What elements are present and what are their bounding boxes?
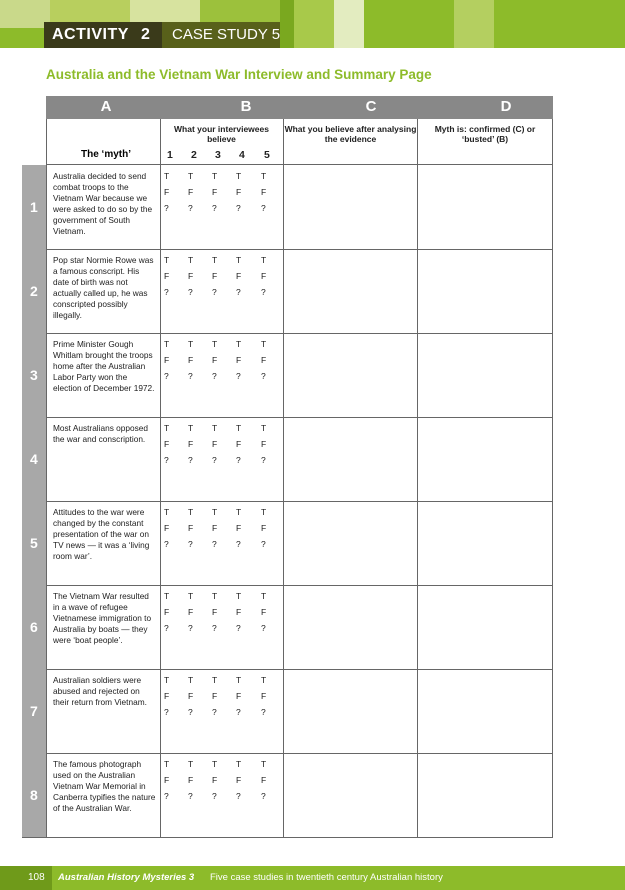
answer-option-1[interactable]: F <box>164 607 170 617</box>
answer-option-5[interactable]: T <box>261 423 267 433</box>
answer-option-4[interactable]: T <box>236 675 242 685</box>
answer-option-5[interactable]: T <box>261 591 267 601</box>
answer-option-5[interactable]: F <box>261 355 267 365</box>
answer-option-1[interactable]: T <box>164 171 170 181</box>
answer-option-2[interactable]: ? <box>188 623 193 633</box>
verdict-answer-cell[interactable] <box>418 249 553 333</box>
belief-answer-cell[interactable] <box>284 753 418 837</box>
row-number: 4 <box>22 417 46 501</box>
answer-option-1[interactable]: T <box>164 255 170 265</box>
answer-option-4[interactable]: T <box>236 171 242 181</box>
answer-option-2[interactable]: T <box>188 759 194 769</box>
answer-option-2[interactable]: ? <box>188 203 193 213</box>
answer-option-1[interactable]: T <box>164 675 170 685</box>
answer-option-5[interactable]: F <box>261 607 267 617</box>
answer-option-3[interactable]: T <box>212 675 218 685</box>
answer-option-3[interactable]: T <box>212 171 218 181</box>
row-number: 7 <box>22 669 46 753</box>
table-row <box>22 249 553 334</box>
myth-cell: The famous photograph used on the Australian Vietnam War Memorial in Canberra typifies the nature of the Australian War. <box>46 753 161 837</box>
answer-option-1[interactable]: F <box>164 523 170 533</box>
answer-option-1[interactable]: T <box>164 759 170 769</box>
answer-option-5[interactable]: F <box>261 271 267 281</box>
interviewees-column-header: What your interviewees believe 1 2 3 4 5 <box>160 119 284 164</box>
answer-option-4[interactable]: ? <box>236 203 241 213</box>
answer-option-2[interactable]: T <box>188 423 194 433</box>
answer-option-2[interactable]: F <box>188 271 194 281</box>
answer-option-5[interactable]: T <box>261 255 267 265</box>
answer-option-5[interactable]: T <box>261 759 267 769</box>
page-number: 108 <box>28 872 45 883</box>
answer-option-4[interactable]: F <box>236 523 242 533</box>
answer-option-3[interactable]: F <box>212 271 218 281</box>
page-footer <box>0 866 625 890</box>
answer-option-1[interactable]: ? <box>164 455 169 465</box>
myth-cell: Prime Minister Gough Whitlam brought the troops home after the Australian Labor Party won the election of December 1972. <box>46 333 161 417</box>
answer-option-3[interactable]: ? <box>212 203 217 213</box>
answer-option-5[interactable]: ? <box>261 371 266 381</box>
answer-option-5[interactable]: T <box>261 171 267 181</box>
row-number: 3 <box>22 333 46 417</box>
answer-option-3[interactable]: ? <box>212 539 217 549</box>
interviewee-answers-cell <box>160 753 284 837</box>
answer-option-4[interactable]: F <box>236 439 242 449</box>
interviewee-answers-cell <box>160 585 284 669</box>
verdict-answer-cell[interactable] <box>418 585 553 669</box>
answer-option-2[interactable]: ? <box>188 287 193 297</box>
answer-option-1[interactable]: ? <box>164 707 169 717</box>
answer-option-1[interactable]: T <box>164 339 170 349</box>
interviewee-answers-cell <box>160 669 284 753</box>
answer-option-2[interactable]: F <box>188 523 194 533</box>
answer-option-3[interactable]: T <box>212 423 218 433</box>
belief-column-header: What you believe after analysing the evidence <box>284 119 418 164</box>
answer-option-4[interactable]: T <box>236 339 242 349</box>
column-letter-bar <box>46 96 553 119</box>
answer-option-2[interactable]: F <box>188 439 194 449</box>
table-row <box>22 333 553 418</box>
answer-option-3[interactable]: T <box>212 255 218 265</box>
answer-option-3[interactable]: T <box>212 507 218 517</box>
answer-option-3[interactable]: F <box>212 691 218 701</box>
answer-option-4[interactable]: T <box>236 423 242 433</box>
page-header <box>0 0 625 48</box>
answer-option-2[interactable]: F <box>188 691 194 701</box>
answer-option-1[interactable]: T <box>164 423 170 433</box>
interviewee-answers-cell <box>160 333 284 417</box>
answer-option-1[interactable]: F <box>164 187 170 197</box>
answer-option-4[interactable]: ? <box>236 539 241 549</box>
answer-option-1[interactable]: F <box>164 439 170 449</box>
answer-option-1[interactable]: ? <box>164 539 169 549</box>
answer-option-4[interactable]: T <box>236 591 242 601</box>
row-number: 8 <box>22 753 46 837</box>
answer-option-4[interactable]: F <box>236 775 242 785</box>
column-letter-b: B <box>240 98 252 115</box>
answer-option-5[interactable]: F <box>261 523 267 533</box>
answer-option-2[interactable]: ? <box>188 791 193 801</box>
verdict-answer-cell[interactable] <box>418 669 553 753</box>
book-subtitle: Five case studies in twentieth century Australian history <box>210 872 443 883</box>
answer-option-5[interactable]: ? <box>261 791 266 801</box>
answer-option-5[interactable]: T <box>261 507 267 517</box>
answer-option-1[interactable]: ? <box>164 791 169 801</box>
table-row <box>22 165 553 250</box>
answer-option-3[interactable]: ? <box>212 371 217 381</box>
answer-option-5[interactable]: ? <box>261 287 266 297</box>
answer-option-5[interactable]: ? <box>261 539 266 549</box>
answer-option-1[interactable]: T <box>164 591 170 601</box>
answer-option-1[interactable]: F <box>164 271 170 281</box>
answer-option-2[interactable]: T <box>188 675 194 685</box>
answer-option-4[interactable]: T <box>236 507 242 517</box>
case-study-label: CASE STUDY 5 <box>172 26 281 43</box>
answer-option-1[interactable]: F <box>164 355 170 365</box>
belief-answer-cell[interactable] <box>284 669 418 753</box>
belief-answer-cell[interactable] <box>284 585 418 669</box>
answer-option-3[interactable]: F <box>212 523 218 533</box>
answer-option-3[interactable]: ? <box>212 623 217 633</box>
answer-option-3[interactable]: T <box>212 339 218 349</box>
myth-cell: The Vietnam War resulted in a wave of refugee Vietnamese immigration to Australia by boats — they were ‘boat people’. <box>46 585 161 669</box>
answer-option-2[interactable]: T <box>188 591 194 601</box>
interviewee-answers-cell <box>160 417 284 501</box>
answer-option-4[interactable]: F <box>236 607 242 617</box>
answer-option-5[interactable]: F <box>261 691 267 701</box>
answer-option-3[interactable]: ? <box>212 287 217 297</box>
answer-option-1[interactable]: F <box>164 775 170 785</box>
answer-option-3[interactable]: ? <box>212 791 217 801</box>
table-row <box>22 501 553 586</box>
answer-option-2[interactable]: T <box>188 171 194 181</box>
answer-option-4[interactable]: ? <box>236 707 241 717</box>
answer-option-5[interactable]: F <box>261 187 267 197</box>
answer-option-3[interactable]: F <box>212 355 218 365</box>
myth-cell: Australia decided to send combat troops to the Vietnam War because we were asked to do so by the government of South Vietnam. <box>46 165 161 249</box>
answer-option-3[interactable]: T <box>212 759 218 769</box>
verdict-answer-cell[interactable] <box>418 333 553 417</box>
answer-option-5[interactable]: F <box>261 775 267 785</box>
answer-option-1[interactable]: F <box>164 691 170 701</box>
answer-option-2[interactable]: ? <box>188 371 193 381</box>
belief-answer-cell[interactable] <box>284 165 418 249</box>
belief-answer-cell[interactable] <box>284 417 418 501</box>
answer-option-1[interactable]: ? <box>164 623 169 633</box>
verdict-answer-cell[interactable] <box>418 501 553 585</box>
answer-option-5[interactable]: ? <box>261 707 266 717</box>
interviewee-answers-cell <box>160 249 284 333</box>
myth-column-header: The ‘myth’ <box>46 119 161 164</box>
row-number: 2 <box>22 249 46 333</box>
answer-option-4[interactable]: F <box>236 355 242 365</box>
answer-option-4[interactable]: F <box>236 187 242 197</box>
answer-option-2[interactable]: T <box>188 339 194 349</box>
answer-option-4[interactable]: ? <box>236 371 241 381</box>
table-row <box>22 753 553 838</box>
answer-option-4[interactable]: ? <box>236 455 241 465</box>
answer-option-5[interactable]: T <box>261 675 267 685</box>
verdict-column-header: Myth is: confirmed (C) or ‘busted’ (B) <box>418 119 553 164</box>
answer-option-2[interactable]: F <box>188 775 194 785</box>
answer-option-2[interactable]: F <box>188 187 194 197</box>
answer-option-4[interactable]: ? <box>236 791 241 801</box>
answer-option-2[interactable]: F <box>188 607 194 617</box>
answer-option-5[interactable]: ? <box>261 623 266 633</box>
answer-option-3[interactable]: F <box>212 775 218 785</box>
answer-option-5[interactable]: ? <box>261 455 266 465</box>
verdict-answer-cell[interactable] <box>418 753 553 837</box>
answer-option-4[interactable]: ? <box>236 623 241 633</box>
interviewee-answers-cell <box>160 165 284 249</box>
answer-option-4[interactable]: T <box>236 255 242 265</box>
belief-answer-cell[interactable] <box>284 249 418 333</box>
answer-option-3[interactable]: ? <box>212 455 217 465</box>
table-row <box>22 585 553 670</box>
column-letter-d: D <box>500 98 512 115</box>
activity-label: ACTIVITY <box>52 26 129 43</box>
answer-option-2[interactable]: T <box>188 255 194 265</box>
answer-option-3[interactable]: ? <box>212 707 217 717</box>
column-letter-a: A <box>100 98 112 115</box>
answer-option-1[interactable]: T <box>164 507 170 517</box>
verdict-answer-cell[interactable] <box>418 165 553 249</box>
myth-cell: Attitudes to the war were changed by the constant presentation of the war on TV news — it was a ‘living room war’. <box>46 501 161 585</box>
verdict-answer-cell[interactable] <box>418 417 553 501</box>
activity-number: 2 <box>141 26 150 43</box>
answer-option-1[interactable]: ? <box>164 203 169 213</box>
answer-option-2[interactable]: ? <box>188 455 193 465</box>
myth-cell: Pop star Normie Rowe was a famous conscript. His date of birth was not actually called up, he was conscripted possibly illegally. <box>46 249 161 333</box>
answer-option-1[interactable]: ? <box>164 287 169 297</box>
answer-option-4[interactable]: ? <box>236 287 241 297</box>
answer-option-2[interactable]: T <box>188 507 194 517</box>
table-row <box>22 417 553 502</box>
answer-option-3[interactable]: F <box>212 439 218 449</box>
answer-option-4[interactable]: F <box>236 691 242 701</box>
answer-option-2[interactable]: ? <box>188 707 193 717</box>
answer-option-5[interactable]: T <box>261 339 267 349</box>
answer-option-1[interactable]: ? <box>164 371 169 381</box>
interviewee-answers-cell <box>160 501 284 585</box>
belief-answer-cell[interactable] <box>284 501 418 585</box>
answer-option-5[interactable]: ? <box>261 203 266 213</box>
page-title: Australia and the Vietnam War Interview and Summary Page <box>46 67 432 82</box>
row-number: 5 <box>22 501 46 585</box>
answer-option-3[interactable]: F <box>212 607 218 617</box>
row-number: 1 <box>22 165 46 249</box>
answer-option-3[interactable]: T <box>212 591 218 601</box>
answer-option-4[interactable]: F <box>236 271 242 281</box>
belief-answer-cell[interactable] <box>284 333 418 417</box>
answer-option-2[interactable]: ? <box>188 539 193 549</box>
row-number: 6 <box>22 585 46 669</box>
column-header-row <box>46 119 553 165</box>
answer-option-5[interactable]: F <box>261 439 267 449</box>
myth-cell: Australian soldiers were abused and rejected on their return from Vietnam. <box>46 669 161 753</box>
answer-option-3[interactable]: F <box>212 187 218 197</box>
book-title: Australian History Mysteries 3 <box>58 872 195 883</box>
answer-option-2[interactable]: F <box>188 355 194 365</box>
answer-option-4[interactable]: T <box>236 759 242 769</box>
myth-cell: Most Australians opposed the war and conscription. <box>46 417 161 501</box>
table-row <box>22 669 553 754</box>
column-letter-c: C <box>365 98 377 115</box>
